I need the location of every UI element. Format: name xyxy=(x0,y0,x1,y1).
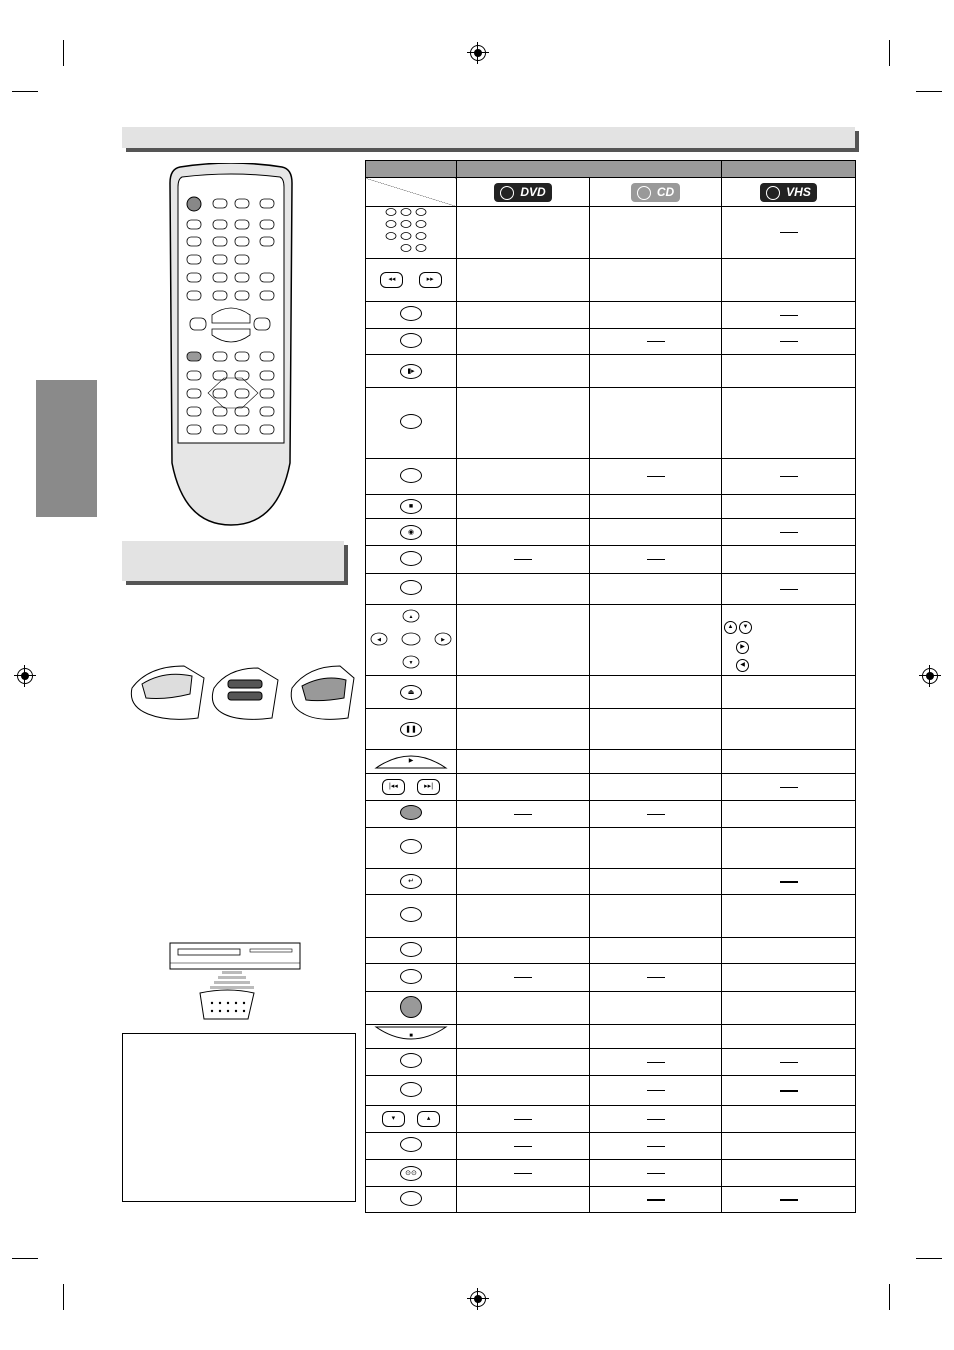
table-row xyxy=(366,964,856,992)
rewind-ff-icon: ◂◂ ▸▸ xyxy=(380,272,441,284)
button-cell xyxy=(366,459,457,495)
button-cell xyxy=(366,1076,457,1106)
number-buttons-icon xyxy=(381,245,441,257)
dvd-cell xyxy=(457,605,590,676)
button-cell xyxy=(366,1187,457,1213)
svg-text:▲: ▲ xyxy=(408,613,414,620)
section-title-box xyxy=(122,541,344,581)
button-cell xyxy=(366,302,457,329)
table-row xyxy=(366,1187,856,1213)
vhs-cell xyxy=(722,574,856,605)
cd-cell xyxy=(590,1076,722,1106)
vhs-cell xyxy=(722,329,856,355)
table-row xyxy=(366,774,856,801)
dvd-cell xyxy=(457,750,590,774)
vhs-column-header xyxy=(722,178,856,207)
vhs-cell xyxy=(722,546,856,574)
down-arrow-icon: ▼ xyxy=(739,621,752,634)
slow-button-icon: ▮▸ xyxy=(400,364,422,376)
table-row xyxy=(366,1106,856,1133)
vhs-cell xyxy=(722,992,856,1025)
dvd-cell xyxy=(457,1106,590,1133)
table-row xyxy=(366,801,856,828)
vhs-cell xyxy=(722,519,856,546)
table-logo-row xyxy=(366,178,856,207)
vhs-cell xyxy=(722,801,856,828)
table-row xyxy=(366,992,856,1025)
diagonal-cell xyxy=(366,178,457,207)
table-row xyxy=(366,574,856,605)
cd-cell xyxy=(590,574,722,605)
dvd-cell xyxy=(457,676,590,709)
vhs-cell xyxy=(722,1025,856,1049)
vhs-cell xyxy=(722,774,856,801)
vhs-logo-icon: VHS xyxy=(760,183,817,202)
not-applicable-dash xyxy=(514,1119,532,1120)
button-cell xyxy=(366,1133,457,1160)
header-cell-disc xyxy=(457,161,722,178)
oval-button-icon xyxy=(400,1197,422,1209)
button-cell xyxy=(366,207,457,259)
vhs-cell xyxy=(722,1049,856,1076)
dvd-cell xyxy=(457,388,590,459)
table-row xyxy=(366,1025,856,1049)
button-cell xyxy=(366,828,457,869)
button-cell xyxy=(366,709,457,750)
dvd-cell xyxy=(457,574,590,605)
play-button-icon xyxy=(374,758,448,773)
dvd-cell xyxy=(457,801,590,828)
table-row xyxy=(366,355,856,388)
cd-cell xyxy=(590,801,722,828)
dvd-cell xyxy=(457,1187,590,1213)
dvd-cell xyxy=(457,207,590,259)
not-applicable-dash xyxy=(647,977,665,978)
table-row xyxy=(366,1049,856,1076)
vhs-cell xyxy=(722,259,856,302)
vhs-cell xyxy=(722,459,856,495)
table-row xyxy=(366,519,856,546)
notes-box xyxy=(122,1033,356,1202)
not-applicable-dash xyxy=(780,589,798,590)
not-applicable-dash xyxy=(780,881,798,883)
table-row xyxy=(366,1133,856,1160)
button-cell xyxy=(366,676,457,709)
not-applicable-dash xyxy=(514,1173,532,1174)
vhs-cell xyxy=(722,676,856,709)
button-cell xyxy=(366,869,457,895)
dvd-cell xyxy=(457,828,590,869)
not-applicable-dash xyxy=(780,1062,798,1063)
dvd-cell xyxy=(457,895,590,938)
cd-cell xyxy=(590,1187,722,1213)
cursor-pad-icon xyxy=(370,613,452,673)
dvd-cell xyxy=(457,992,590,1025)
vhs-cell xyxy=(722,495,856,519)
up-arrow-icon: ▲ xyxy=(724,621,737,634)
oval-button-icon xyxy=(400,975,422,987)
table-row xyxy=(366,1160,856,1187)
cd-cell xyxy=(590,1025,722,1049)
table-header-row xyxy=(366,161,856,178)
side-chapter-tab xyxy=(36,380,97,517)
oval-button-icon xyxy=(400,948,422,960)
dvd-cell xyxy=(457,1133,590,1160)
dvd-logo-icon: DVD xyxy=(494,183,551,202)
crop-mark xyxy=(12,1258,38,1259)
table-row xyxy=(366,302,856,329)
button-cell xyxy=(366,574,457,605)
player-illustration xyxy=(168,941,302,1021)
crop-mark xyxy=(12,91,38,92)
cd-cell xyxy=(590,895,722,938)
dvd-cell xyxy=(457,964,590,992)
vhs-cell xyxy=(722,869,856,895)
cd-cell xyxy=(590,519,722,546)
button-cell xyxy=(366,1025,457,1049)
battery-install-illustration xyxy=(128,658,356,724)
dvd-cell xyxy=(457,1049,590,1076)
dvd-cell xyxy=(457,519,590,546)
stop-button-icon xyxy=(374,1033,448,1048)
vhs-cell xyxy=(722,302,856,329)
pause-button-icon: ❚❚ xyxy=(400,722,422,734)
not-applicable-dash xyxy=(514,1146,532,1147)
cd-cell xyxy=(590,329,722,355)
table-row xyxy=(366,207,856,259)
table-row xyxy=(366,709,856,750)
cd-cell xyxy=(590,676,722,709)
vhs-cell xyxy=(722,355,856,388)
registration-mark-icon xyxy=(922,668,938,684)
left-arrow-icon: ◀ xyxy=(736,659,749,672)
cd-cell xyxy=(590,869,722,895)
oval-button-icon xyxy=(400,845,422,857)
oval-button-icon xyxy=(400,339,422,351)
not-applicable-dash xyxy=(647,1199,665,1201)
table-row xyxy=(366,938,856,964)
vhs-cell xyxy=(722,895,856,938)
crop-mark xyxy=(916,1258,942,1259)
tape-button-icon: ⊙⊙ xyxy=(400,1166,422,1178)
button-cell xyxy=(366,1106,457,1133)
oval-button-icon xyxy=(400,420,422,432)
cd-cell xyxy=(590,938,722,964)
oval-button-icon xyxy=(400,312,422,324)
vhs-cell xyxy=(722,207,856,259)
not-applicable-dash xyxy=(647,559,665,560)
dvd-cell xyxy=(457,774,590,801)
return-button-icon: ↵ xyxy=(400,874,422,886)
not-applicable-dash xyxy=(514,977,532,978)
svg-text:▶: ▶ xyxy=(441,636,445,643)
crop-mark xyxy=(889,40,890,66)
vhs-cell xyxy=(722,964,856,992)
dvd-cell xyxy=(457,495,590,519)
vhs-cell xyxy=(722,709,856,750)
registration-mark-icon xyxy=(17,668,33,684)
oval-button-icon xyxy=(400,1088,422,1100)
vhs-cell xyxy=(722,938,856,964)
not-applicable-dash xyxy=(780,1199,798,1201)
table-row xyxy=(366,495,856,519)
button-cell xyxy=(366,605,457,676)
not-applicable-dash xyxy=(647,1173,665,1174)
gray-oval-button-icon xyxy=(400,811,422,823)
button-cell xyxy=(366,546,457,574)
vhs-cell xyxy=(722,750,856,774)
not-applicable-dash xyxy=(780,787,798,788)
table-row xyxy=(366,459,856,495)
button-cell xyxy=(366,964,457,992)
button-cell xyxy=(366,992,457,1025)
oval-button-icon xyxy=(400,474,422,486)
svg-text:▼: ▼ xyxy=(408,659,414,666)
button-cell xyxy=(366,1049,457,1076)
button-cell xyxy=(366,750,457,774)
cd-cell xyxy=(590,1133,722,1160)
table-row xyxy=(366,828,856,869)
dvd-column-header xyxy=(457,178,590,207)
not-applicable-dash xyxy=(647,1062,665,1063)
oval-button-icon xyxy=(400,586,422,598)
not-applicable-dash xyxy=(780,315,798,316)
oval-button-icon xyxy=(400,913,422,925)
cd-cell xyxy=(590,355,722,388)
svg-text:■: ■ xyxy=(409,1033,413,1039)
cd-cell xyxy=(590,207,722,259)
dvd-cell xyxy=(457,709,590,750)
dvd-cell xyxy=(457,1160,590,1187)
cd-cell xyxy=(590,546,722,574)
record-button-icon: ◉ xyxy=(400,525,422,537)
header-cell-tape xyxy=(722,161,856,178)
cd-cell xyxy=(590,1049,722,1076)
vhs-cell xyxy=(722,828,856,869)
table-row xyxy=(366,259,856,302)
not-applicable-dash xyxy=(647,814,665,815)
button-cell xyxy=(366,329,457,355)
dvd-cell xyxy=(457,355,590,388)
cd-cell xyxy=(590,964,722,992)
cd-cell xyxy=(590,459,722,495)
button-cell xyxy=(366,938,457,964)
not-applicable-dash xyxy=(647,1119,665,1120)
table-row xyxy=(366,869,856,895)
cd-cell xyxy=(590,259,722,302)
cd-cell xyxy=(590,1160,722,1187)
button-cell xyxy=(366,1160,457,1187)
vhs-cell xyxy=(722,605,856,676)
not-applicable-dash xyxy=(780,476,798,477)
crop-mark xyxy=(63,1284,64,1310)
vhs-cell xyxy=(722,1187,856,1213)
vhs-cell xyxy=(722,388,856,459)
cd-cell xyxy=(590,992,722,1025)
cd-cell xyxy=(590,1106,722,1133)
button-cell xyxy=(366,259,457,302)
cd-cell xyxy=(590,709,722,750)
table-row xyxy=(366,676,856,709)
dvd-cell xyxy=(457,1076,590,1106)
not-applicable-dash xyxy=(780,1090,798,1092)
function-table xyxy=(365,160,856,1213)
cd-cell xyxy=(590,605,722,676)
button-cell xyxy=(366,519,457,546)
table-row xyxy=(366,750,856,774)
table-row xyxy=(366,895,856,938)
not-applicable-dash xyxy=(514,814,532,815)
power-button-icon xyxy=(400,1009,422,1021)
right-arrow-icon: ▶ xyxy=(736,641,749,654)
table-row xyxy=(366,546,856,574)
dvd-cell xyxy=(457,302,590,329)
not-applicable-dash xyxy=(780,232,798,233)
dvd-cell xyxy=(457,938,590,964)
table-row xyxy=(366,329,856,355)
button-cell xyxy=(366,774,457,801)
registration-mark-icon xyxy=(470,1291,486,1307)
section-header-bar xyxy=(122,127,855,148)
cd-column-header xyxy=(590,178,722,207)
table-row xyxy=(366,388,856,459)
vhs-cell xyxy=(722,1160,856,1187)
skip-buttons-icon: |◂◂ ▸▸| xyxy=(382,779,440,791)
crop-mark xyxy=(63,40,64,66)
not-applicable-dash xyxy=(647,1090,665,1091)
button-cell xyxy=(366,495,457,519)
cd-cell xyxy=(590,302,722,329)
not-applicable-dash xyxy=(780,532,798,533)
channel-buttons-icon: ▾ ▴ xyxy=(382,1111,440,1123)
dvd-cell xyxy=(457,546,590,574)
not-applicable-dash xyxy=(647,1146,665,1147)
oval-button-icon xyxy=(400,1143,422,1155)
dvd-cell xyxy=(457,459,590,495)
vhs-cell xyxy=(722,1133,856,1160)
table-row xyxy=(366,1076,856,1106)
cd-cell xyxy=(590,388,722,459)
button-cell xyxy=(366,801,457,828)
cd-logo-icon: CD xyxy=(631,183,680,202)
not-applicable-dash xyxy=(647,341,665,342)
crop-mark xyxy=(916,91,942,92)
cd-cell xyxy=(590,828,722,869)
svg-text:▶: ▶ xyxy=(408,758,414,764)
dvd-cell xyxy=(457,259,590,302)
eject-button-icon: ⏏ xyxy=(400,685,422,697)
header-cell-button xyxy=(366,161,457,178)
dvd-cell xyxy=(457,869,590,895)
vhs-cell xyxy=(722,1106,856,1133)
not-applicable-dash xyxy=(647,476,665,477)
cd-cell xyxy=(590,774,722,801)
cd-cell xyxy=(590,750,722,774)
oval-button-icon xyxy=(400,557,422,569)
registration-mark-icon xyxy=(470,45,486,61)
button-cell xyxy=(366,895,457,938)
button-cell xyxy=(366,355,457,388)
table-row xyxy=(366,605,856,676)
not-applicable-dash xyxy=(780,341,798,342)
vhs-cell xyxy=(722,1076,856,1106)
remote-control-illustration xyxy=(168,163,294,527)
dvd-cell xyxy=(457,1025,590,1049)
svg-text:◀: ◀ xyxy=(377,636,381,643)
dvd-cell xyxy=(457,329,590,355)
oval-button-icon xyxy=(400,1059,422,1071)
cd-cell xyxy=(590,495,722,519)
not-applicable-dash xyxy=(514,559,532,560)
button-cell xyxy=(366,388,457,459)
stop-square-icon: ■ xyxy=(400,499,422,511)
crop-mark xyxy=(889,1284,890,1310)
